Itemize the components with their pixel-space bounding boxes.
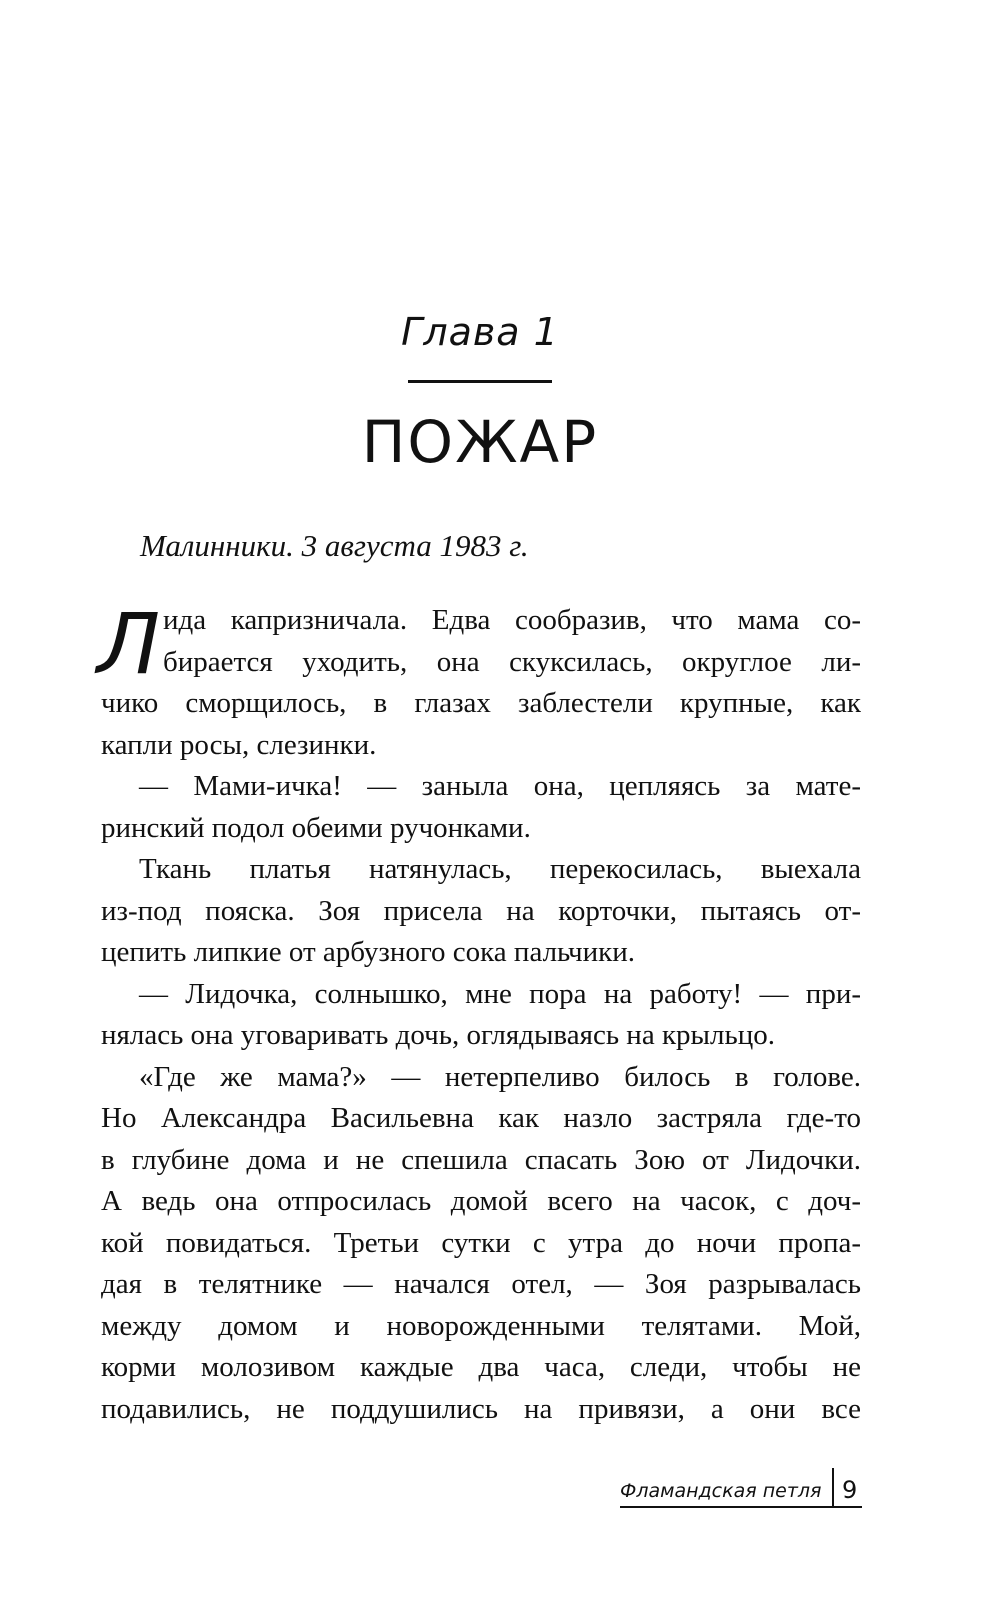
chapter-label: Глава 1	[401, 310, 559, 354]
text-line: Но Александра Васильевна как назло застряла где-то	[101, 1102, 861, 1134]
text-line: нялась она уговаривать дочь, оглядываясь на крыльцо.	[101, 1019, 775, 1051]
text-line: дая в телятнике — начался отел, — Зоя разрывалась	[101, 1268, 861, 1300]
chapter-title: ПОЖАР	[361, 408, 599, 476]
text-line: бирается уходить, она скуксилась, округлое ли-	[163, 645, 861, 678]
text-line: из-под пояска. Зоя присела на корточки, пытаясь от-	[101, 894, 861, 927]
text-line: кой повидаться. Третьи сутки с утра до ночи пропа-	[101, 1226, 861, 1259]
text-line: ида капризничала. Едва сообразив, что мама со-	[163, 604, 861, 636]
text-line: подавились, не поддушились на привязи, а они все	[101, 1392, 861, 1425]
text-line: Ткань платья натянулась, перекосилась, выехала	[139, 853, 861, 885]
drop-cap: Л	[97, 595, 161, 693]
footer-divider	[832, 1468, 834, 1506]
dateline: Малинники. 3 августа 1983 г.	[140, 528, 529, 563]
text-line: в глубине дома и не спешила спасать Зою от Лидочки.	[101, 1143, 861, 1176]
running-footer	[620, 1468, 862, 1508]
text-line: корми молозивом каждые два часа, следи, чтобы не	[101, 1351, 861, 1383]
body-text	[101, 600, 861, 1430]
page-number: 9	[842, 1476, 858, 1504]
text-line: цепить липкие от арбузного сока пальчики.	[101, 936, 636, 968]
text-line: между домом и новорожденными телятами. Мой,	[101, 1309, 861, 1342]
chapter-divider	[408, 380, 552, 383]
footer-book-title: Фламандская петля	[620, 1480, 822, 1502]
text-line: — Мами-ичка! — заныла она, цепляясь за мате-	[139, 770, 861, 802]
text-line: ринский подол обеими ручонками.	[101, 811, 531, 844]
text-line: «Где же мама?» — нетерпеливо билось в голове.	[139, 1060, 861, 1093]
text-line: — Лидочка, солнышко, мне пора на работу! — при-	[139, 977, 861, 1010]
text-line: А ведь она отпросилась домой всего на часок, с доч-	[101, 1185, 861, 1217]
text-line: чико сморщилось, в глазах заблестели крупные, как	[101, 687, 861, 719]
text-line: капли росы, слезинки.	[101, 728, 377, 761]
